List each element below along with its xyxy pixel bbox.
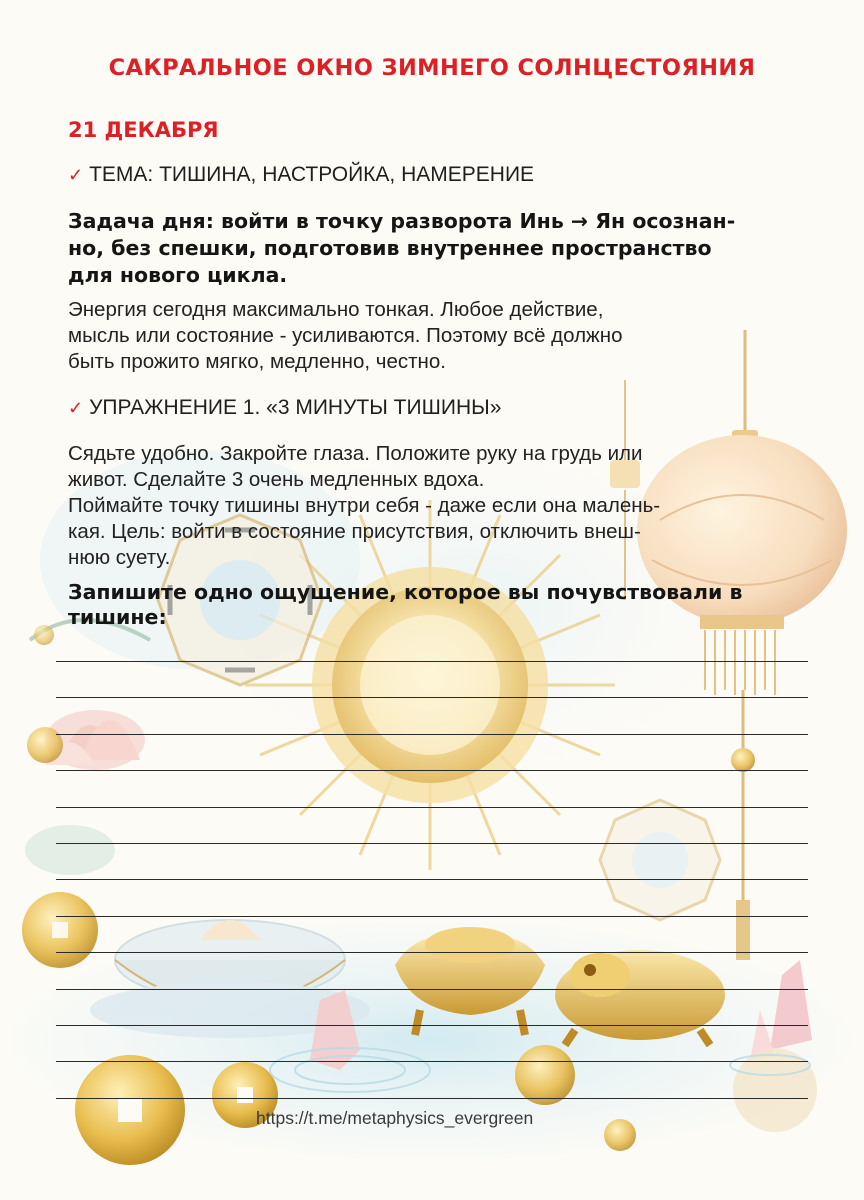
energy-line: мысль или состояние - усиливаются. Поэтому всё должно: [68, 324, 623, 347]
writing-line[interactable]: [56, 916, 808, 917]
writing-line[interactable]: [56, 697, 808, 698]
writing-line[interactable]: [56, 989, 808, 990]
writing-line[interactable]: [56, 1061, 808, 1062]
writing-prompt: [68, 580, 808, 630]
task-line: но, без спешки, подготовив внутреннее пространство: [68, 236, 712, 260]
exercise-line: нюю суету.: [68, 546, 171, 569]
writing-lines: [56, 661, 808, 1134]
writing-line[interactable]: [56, 770, 808, 771]
exercise-line: кая. Цель: войти в состояние присутствия, отключить внеш-: [68, 520, 641, 543]
writing-line[interactable]: [56, 843, 808, 844]
writing-line[interactable]: [56, 879, 808, 880]
energy-paragraph: [68, 297, 808, 375]
prompt-line: тишине:: [68, 605, 167, 629]
check-icon: ✓: [68, 165, 84, 185]
check-icon: ✓: [68, 398, 84, 418]
task-line: Задача дня: войти в точку разворота Инь → Ян осознан-: [68, 209, 736, 233]
energy-line: быть прожито мягко, медленно, честно.: [68, 350, 446, 373]
theme-line: [68, 163, 534, 187]
exercise-title-line: [68, 396, 501, 420]
writing-line[interactable]: [56, 807, 808, 808]
date-heading: 21 ДЕКАБРЯ: [68, 118, 219, 142]
task-of-day: [68, 208, 808, 289]
task-line: для нового цикла.: [68, 263, 288, 287]
telegram-link[interactable]: https://t.me/metaphysics_evergreen: [256, 1108, 534, 1128]
page-title: САКРАЛЬНОЕ ОКНО ЗИМНЕГО СОЛНЦЕСТОЯНИЯ: [108, 55, 756, 81]
energy-line: Энергия сегодня максимально тонкая. Любое действие,: [68, 298, 604, 321]
exercise-line: Сядьте удобно. Закройте глаза. Положите руку на грудь или: [68, 442, 643, 465]
exercise-line: живот. Сделайте 3 очень медленных вдоха.: [68, 468, 485, 491]
prompt-line: Запишите одно ощущение, которое вы почувствовали в: [68, 580, 743, 604]
writing-line[interactable]: [56, 661, 808, 662]
writing-line[interactable]: [56, 1098, 808, 1099]
writing-line[interactable]: [56, 1025, 808, 1026]
theme-text: ТЕМА: ТИШИНА, НАСТРОЙКА, НАМЕРЕНИЕ: [89, 163, 535, 186]
writing-line[interactable]: [56, 952, 808, 953]
exercise-title: УПРАЖНЕНИЕ 1. «3 МИНУТЫ ТИШИНЫ»: [89, 396, 502, 419]
exercise-paragraph: [68, 441, 808, 571]
writing-line[interactable]: [56, 734, 808, 735]
exercise-line: Поймайте точку тишины внутри себя - даже если она малень-: [68, 494, 661, 517]
